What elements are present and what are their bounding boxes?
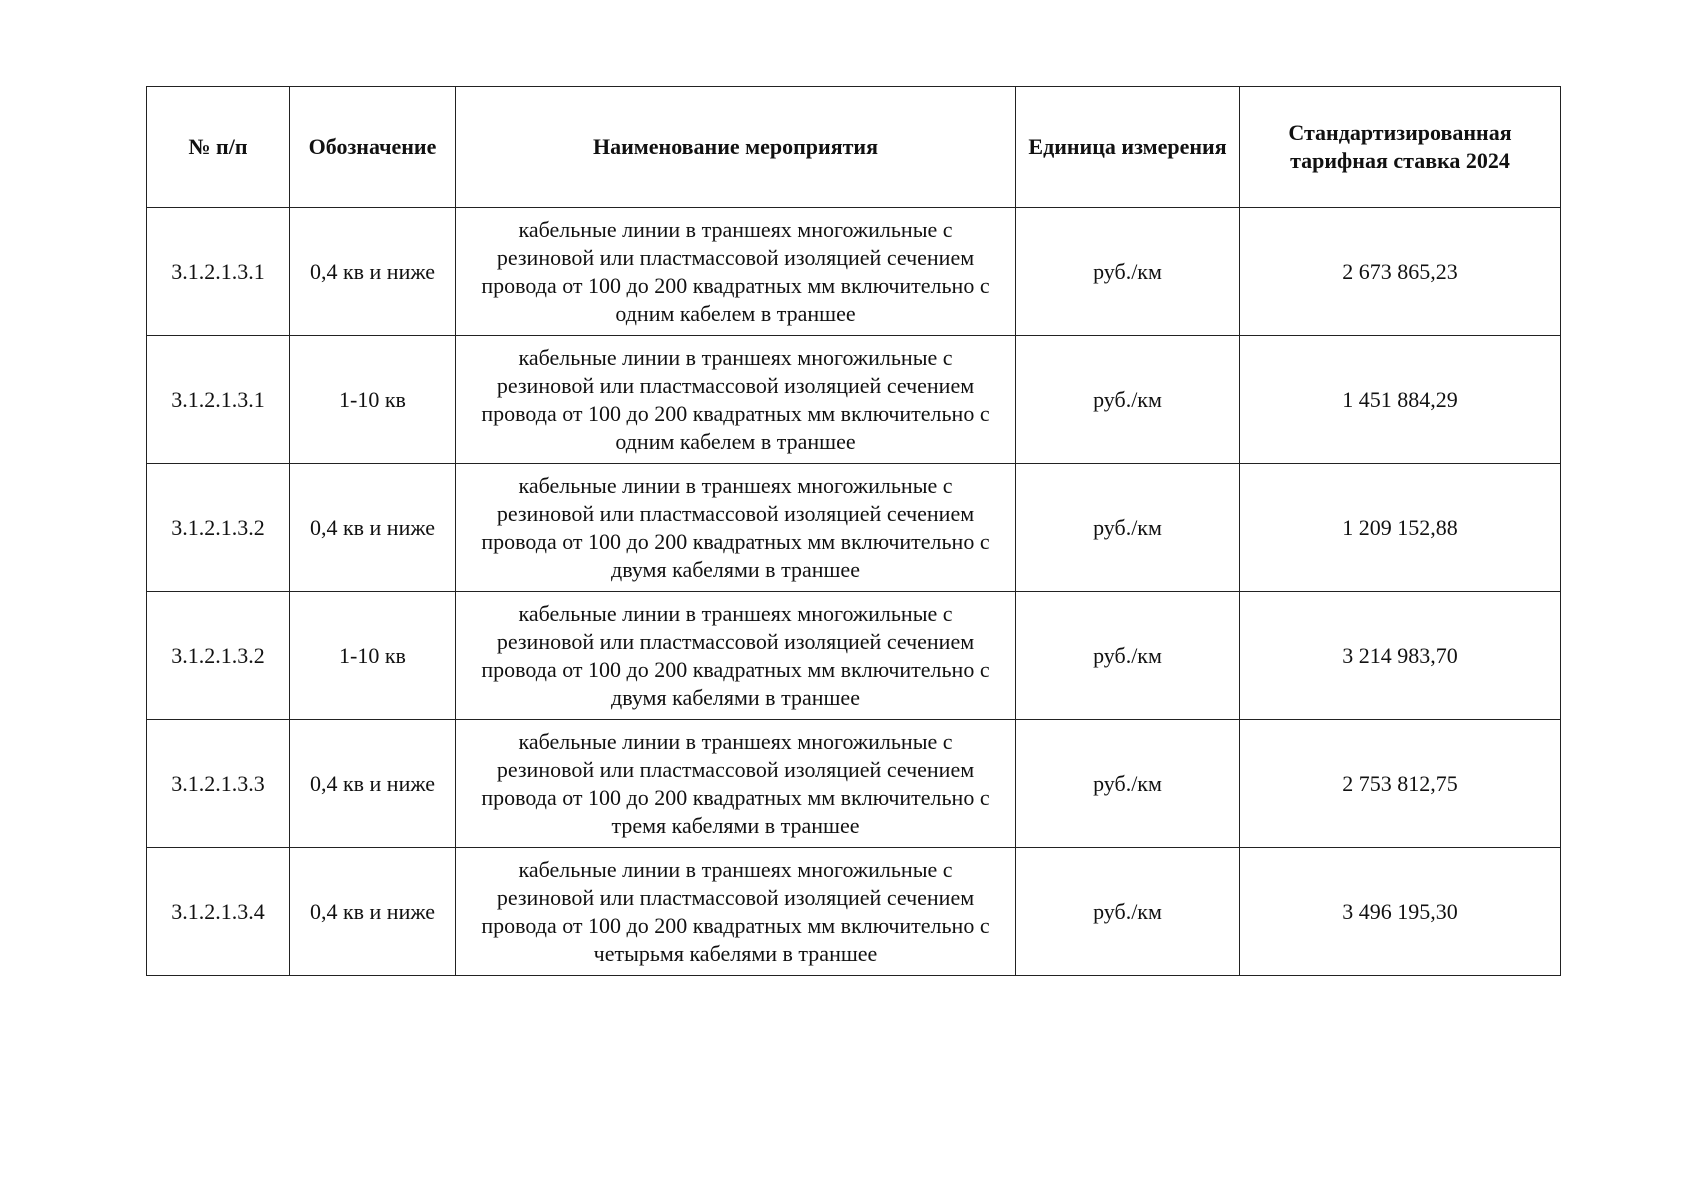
cell-code: 0,4 кв и ниже bbox=[290, 208, 456, 336]
cell-rate: 3 214 983,70 bbox=[1240, 592, 1561, 720]
cell-code: 0,4 кв и ниже bbox=[290, 464, 456, 592]
cell-name: кабельные линии в траншеях многожильные с резиновой или пластмассовой изоляцией сечением провода от 100 до 200 квадратных мм включительно с одним кабелем в траншее bbox=[456, 208, 1016, 336]
cell-rate: 3 496 195,30 bbox=[1240, 848, 1561, 976]
cell-code: 0,4 кв и ниже bbox=[290, 720, 456, 848]
cell-unit: руб./км bbox=[1016, 592, 1240, 720]
cell-rate: 2 753 812,75 bbox=[1240, 720, 1561, 848]
cell-unit: руб./км bbox=[1016, 464, 1240, 592]
cell-unit: руб./км bbox=[1016, 208, 1240, 336]
cell-code: 0,4 кв и ниже bbox=[290, 848, 456, 976]
header-num: № п/п bbox=[147, 87, 290, 208]
cell-unit: руб./км bbox=[1016, 848, 1240, 976]
cell-code: 1-10 кв bbox=[290, 336, 456, 464]
cell-num: 3.1.2.1.3.1 bbox=[147, 208, 290, 336]
cell-num: 3.1.2.1.3.4 bbox=[147, 848, 290, 976]
cell-unit: руб./км bbox=[1016, 336, 1240, 464]
header-code: Обозначение bbox=[290, 87, 456, 208]
table-row bbox=[147, 208, 1561, 336]
cell-num: 3.1.2.1.3.3 bbox=[147, 720, 290, 848]
cell-rate: 1 209 152,88 bbox=[1240, 464, 1561, 592]
cell-num: 3.1.2.1.3.1 bbox=[147, 336, 290, 464]
tariff-table bbox=[146, 86, 1561, 976]
table-body bbox=[147, 208, 1561, 976]
cell-name: кабельные линии в траншеях многожильные с резиновой или пластмассовой изоляцией сечением провода от 100 до 200 квадратных мм включительно с двумя кабелями в траншее bbox=[456, 464, 1016, 592]
table-row bbox=[147, 848, 1561, 976]
header-name: Наименование мероприятия bbox=[456, 87, 1016, 208]
cell-name: кабельные линии в траншеях многожильные с резиновой или пластмассовой изоляцией сечением провода от 100 до 200 квадратных мм включительно с одним кабелем в траншее bbox=[456, 336, 1016, 464]
cell-code: 1-10 кв bbox=[290, 592, 456, 720]
cell-name: кабельные линии в траншеях многожильные с резиновой или пластмассовой изоляцией сечением провода от 100 до 200 квадратных мм включительно с двумя кабелями в траншее bbox=[456, 592, 1016, 720]
cell-rate: 1 451 884,29 bbox=[1240, 336, 1561, 464]
cell-rate: 2 673 865,23 bbox=[1240, 208, 1561, 336]
table-row bbox=[147, 592, 1561, 720]
cell-name: кабельные линии в траншеях многожильные с резиновой или пластмассовой изоляцией сечением провода от 100 до 200 квадратных мм включительно с тремя кабелями в траншее bbox=[456, 720, 1016, 848]
cell-name: кабельные линии в траншеях многожильные с резиновой или пластмассовой изоляцией сечением провода от 100 до 200 квадратных мм включительно с четырьмя кабелями в траншее bbox=[456, 848, 1016, 976]
table-row bbox=[147, 336, 1561, 464]
header-rate: Стандартизированная тарифная ставка 2024 bbox=[1240, 87, 1561, 208]
table-row bbox=[147, 720, 1561, 848]
cell-unit: руб./км bbox=[1016, 720, 1240, 848]
cell-num: 3.1.2.1.3.2 bbox=[147, 464, 290, 592]
header-row bbox=[147, 87, 1561, 208]
table-header bbox=[147, 87, 1561, 208]
cell-num: 3.1.2.1.3.2 bbox=[147, 592, 290, 720]
table-row bbox=[147, 464, 1561, 592]
header-unit: Единица измерения bbox=[1016, 87, 1240, 208]
